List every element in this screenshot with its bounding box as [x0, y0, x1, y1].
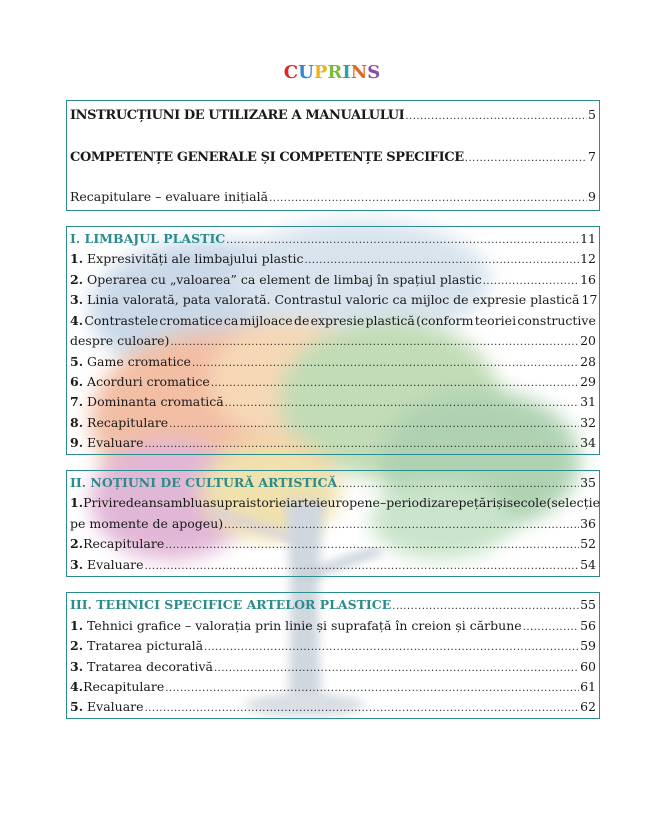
chapter-2-box [66, 470, 600, 577]
toc-entry[interactable]: 2. Tratarea picturală ..... 59 [70, 638, 596, 656]
toc-entry[interactable]: 4.Recapitulare ..... 61 [70, 679, 596, 697]
toc-entry[interactable]: 2.Recapitulare ..... 52 [70, 536, 596, 554]
title-letter: I [342, 62, 351, 83]
toc-entry[interactable]: 7. Dominanta cromatică ..... 31 [70, 394, 596, 412]
toc-entry[interactable]: 3. Tratarea decorativă ..... 60 [70, 659, 596, 677]
chapter-heading[interactable]: III. TEHNICI SPECIFICE ARTELOR PLASTICE ..... 55 [70, 597, 596, 615]
title-letter: P [313, 62, 328, 83]
toc-entry[interactable]: 3. Evaluare ..... 54 [70, 557, 596, 575]
chapter-3-box [66, 592, 600, 719]
toc-entry[interactable]: 3. Linia valorată, pata valorată. Contrastul valoric ca mijloc de expresie plastică 17 [70, 292, 598, 307]
toc-entry[interactable]: 5. Game cromatice ..... 28 [70, 354, 596, 372]
title-letter: R [327, 62, 343, 83]
title-letter: N [350, 62, 368, 83]
toc-entry[interactable]: 8. Recapitulare ..... 32 [70, 415, 596, 433]
toc-entry-line2[interactable]: despre culoare) ..... 20 [70, 333, 596, 351]
chapter-heading[interactable]: I. LIMBAJUL PLASTIC ..... 11 [70, 231, 596, 249]
toc-entry[interactable]: 1. Tehnici grafice – valorația prin linie și suprafață în creion și cărbune ..... 56 [70, 618, 596, 636]
toc-entry-line2[interactable]: pe momente de apogeu) ..... 36 [70, 516, 596, 534]
toc-entry[interactable]: COMPETENȚE GENERALE ȘI COMPETENȚE SPECIFICE ..... 7 [70, 149, 596, 167]
toc-entry-line1[interactable]: 4. Contrastele cromatice ca mijloace de expresie plastică (conform teoriei constructive [70, 313, 596, 328]
toc-entry[interactable]: 2. Operarea cu „valoarea” ca element de limbaj în spațiul plastic ..... 16 [70, 272, 596, 290]
front-matter-box [66, 100, 600, 211]
toc-entry-line1[interactable]: 1. Privire de ansamblu asupra istoriei artei europene – periodizare pe țări și secole (selecție [70, 495, 601, 510]
toc-entry[interactable]: Recapitulare – evaluare inițială ..... 9 [70, 189, 596, 207]
chapter-1-box [66, 226, 600, 455]
chapter-heading[interactable]: II. NOȚIUNI DE CULTURĂ ARTISTICĂ ..... 35 [70, 475, 596, 493]
toc-entry[interactable]: 6. Acorduri cromatice ..... 29 [70, 374, 596, 392]
title-letter: C [283, 62, 299, 83]
toc-entry[interactable]: 1. Expresivități ale limbajului plastic ..... 12 [70, 251, 596, 269]
title-letter: U [298, 62, 314, 83]
toc-entry[interactable]: 9. Evaluare ..... 34 [70, 435, 596, 453]
toc-entry[interactable]: 5. Evaluare ..... 62 [70, 699, 596, 717]
page-title [0, 62, 664, 83]
toc-entry[interactable]: INSTRUCȚIUNI DE UTILIZARE A MANUALULUI ..... 5 [70, 107, 596, 125]
title-letter: S [367, 62, 381, 83]
